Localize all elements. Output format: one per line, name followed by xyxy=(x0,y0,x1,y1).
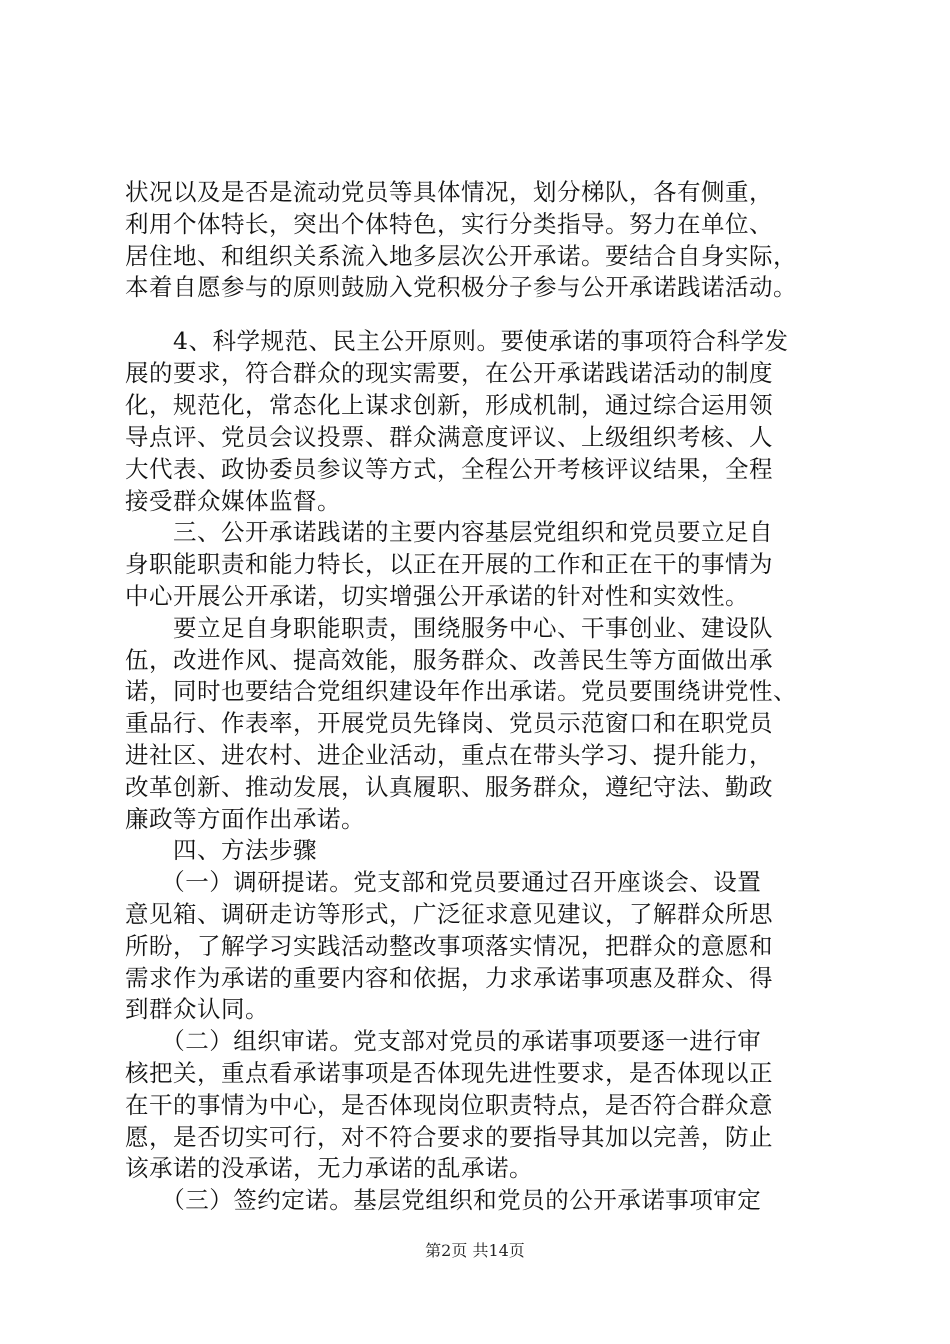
body-text-line: 愿，是否切实可行，对不符合要求的要指导其加以完善，防止 xyxy=(125,1123,773,1151)
body-text-line: 利用个体特长，突出个体特色，实行分类指导。努力在单位、 xyxy=(125,210,773,238)
body-text-line: 导点评、党员会议投票、群众满意度评议、上级组织考核、人 xyxy=(125,423,773,451)
body-text-line: 三、公开承诺践诺的主要内容基层党组织和党员要立足自 xyxy=(125,518,773,546)
body-text-line: 中心开展公开承诺，切实增强公开承诺的针对性和实效性。 xyxy=(125,582,749,610)
body-text-line: 身职能职责和能力特长，以正在开展的工作和正在干的事情为 xyxy=(125,550,773,578)
body-text-line: 展的要求，符合群众的现实需要，在公开承诺践诺活动的制度 xyxy=(125,359,773,387)
body-text-line: 需求作为承诺的重要内容和依据，力求承诺事项惠及群众、得 xyxy=(125,964,773,992)
body-text-line: 伍，改进作风、提高效能，服务群众、改善民生等方面做出承 xyxy=(125,646,773,674)
body-text-line: 居住地、和组织关系流入地多层次公开承诺。要结合自身实际， xyxy=(125,242,797,270)
body-text-line: （二）组织审诺。党支部对党员的承诺事项要逐一进行审 xyxy=(125,1027,762,1055)
body-text-line: 重品行、作表率，开展党员先锋岗、党员示范窗口和在职党员 xyxy=(125,709,773,737)
body-text-line: 本着自愿参与的原则鼓励入党积极分子参与公开承诺践诺活动。 xyxy=(125,273,797,301)
body-text-line: 要立足自身职能职责，围绕服务中心、干事创业、建设队 xyxy=(125,614,773,642)
body-text-line: 改革创新、推动发展，认真履职、服务群众，遵纪守法、勤政 xyxy=(125,773,773,801)
body-text-line: 4、科学规范、民主公开原则。要使承诺的事项符合科学发 xyxy=(125,327,789,355)
section-heading: 四、方法步骤 xyxy=(125,836,317,864)
body-text-line: 核把关，重点看承诺事项是否体现先进性要求，是否体现以正 xyxy=(125,1059,773,1087)
body-text-line: 到群众认同。 xyxy=(125,995,269,1023)
body-text-line: （一）调研提诺。党支部和党员要通过召开座谈会、设置 xyxy=(125,868,762,896)
body-text-line: 状况以及是否是流动党员等具体情况，划分梯队，各有侧重， xyxy=(125,178,773,206)
body-text-line: 进社区、进农村、进企业活动，重点在带头学习、提升能力， xyxy=(125,741,773,769)
body-text-line: 廉政等方面作出承诺。 xyxy=(125,805,365,833)
body-text-line: 接受群众媒体监督。 xyxy=(125,487,341,515)
body-text-line: 化，规范化，常态化上谋求创新，形成机制，通过综合运用领 xyxy=(125,391,773,419)
body-text-line: 所盼，了解学习实践活动整改事项落实情况，把群众的意愿和 xyxy=(125,932,773,960)
body-text-line: 大代表、政协委员参议等方式，全程公开考核评议结果，全程 xyxy=(125,455,773,483)
body-text-line: 意见箱、调研走访等形式，广泛征求意见建议，了解群众所思 xyxy=(125,900,773,928)
body-text-line: 在干的事情为中心，是否体现岗位职责特点，是否符合群众意 xyxy=(125,1091,773,1119)
body-text-line: （三）签约定诺。基层党组织和党员的公开承诺事项审定 xyxy=(125,1186,762,1214)
page-number-footer: 第2页 共14页 xyxy=(425,1241,525,1260)
body-text-line: 该承诺的没承诺，无力承诺的乱承诺。 xyxy=(125,1154,533,1182)
body-text-line: 诺，同时也要结合党组织建设年作出承诺。党员要围绕讲党性、 xyxy=(125,677,797,705)
